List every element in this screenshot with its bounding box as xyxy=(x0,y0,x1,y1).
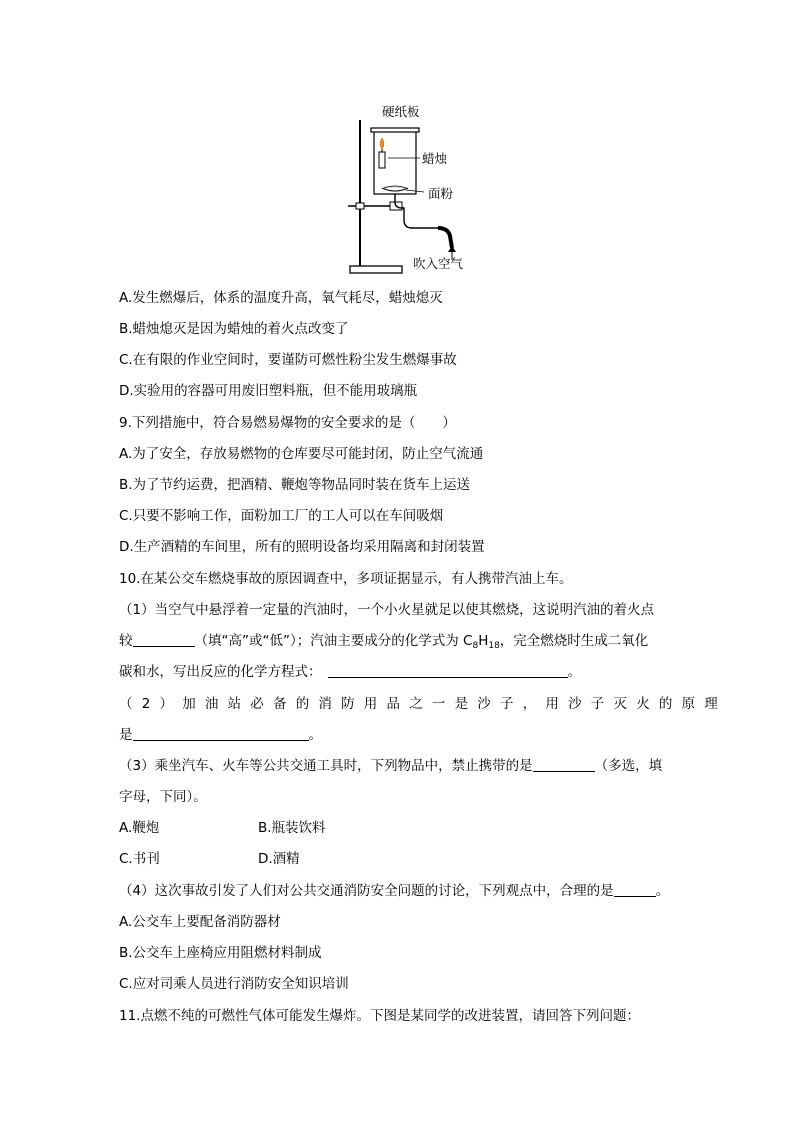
answer-blank-sand[interactable] xyxy=(133,726,309,741)
text: （4）这次事故引发了人们对公共交通消防安全问题的讨论，下列观点中，合理的是 xyxy=(119,883,614,899)
q10-part3-line1 xyxy=(119,756,662,776)
label-flour: 面粉 xyxy=(428,186,454,201)
cardboard-lid xyxy=(371,128,419,132)
q8-option-d: D.实验用的容器可用废旧塑料瓶，但不能用玻璃瓶 xyxy=(119,383,418,399)
q8-option-b: B.蜡烛熄灭是因为蜡烛的着火点改变了 xyxy=(119,321,349,337)
q9-stem: 9.下列措施中，符合易燃易爆物的安全要求的是（ ） xyxy=(119,415,456,431)
flour-dish xyxy=(382,188,408,191)
air-arrow-head xyxy=(448,246,456,252)
text: 。 xyxy=(308,727,322,743)
label-cardboard: 硬纸板 xyxy=(382,104,420,119)
q10-part2-line2 xyxy=(119,725,322,745)
q10-part4-option-a: A.公交车上要配备消防器材 xyxy=(119,914,281,930)
text: 。 xyxy=(655,883,670,899)
text: 是 xyxy=(119,727,133,743)
candle-body xyxy=(379,152,385,168)
q8-option-c: C.在有限的作业空间时，要谨防可燃性粉尘发生燃爆事故 xyxy=(119,352,457,368)
q10-part3-option-a: A.鞭炮 xyxy=(119,820,160,836)
q10-part3-line2: 字母，下同）。 xyxy=(119,789,207,805)
flour-leader xyxy=(406,190,424,192)
label-air: 吹入空气 xyxy=(413,256,464,271)
q10-part3-option-c: C.书刊 xyxy=(119,851,160,867)
q10-part1-line2 xyxy=(119,631,648,651)
q11-stem: 11.点燃不纯的可燃性气体可能发生爆炸。下图是某同学的改进装置，请回答下列问题： xyxy=(119,1008,640,1024)
answer-blank-equation[interactable] xyxy=(328,663,568,678)
q8-option-a: A.发生燃爆后，体系的温度升高，氧气耗尽，蜡烛熄灭 xyxy=(119,290,443,306)
q10-part1-line1: （1）当空气中悬浮着一定量的汽油时，一个小火星就足以使其燃烧，这说明汽油的着火点 xyxy=(119,602,655,618)
q9-option-b: B.为了节约运费，把酒精、鞭炮等物品同时装在货车上运送 xyxy=(119,477,471,493)
subscript: 18 xyxy=(488,641,500,651)
candle-flame xyxy=(380,138,384,149)
rubber-tube xyxy=(438,228,452,248)
answer-blank-opinion[interactable] xyxy=(614,882,656,897)
q10-part3-option-d: D.酒精 xyxy=(258,851,300,867)
flour-pile xyxy=(384,186,406,188)
q10-part4-line1 xyxy=(119,881,669,901)
clamp-boss xyxy=(356,203,364,209)
text: H xyxy=(478,633,489,649)
q9-option-d: D.生产酒精的车间里，所有的照明设备均采用隔离和封闭装置 xyxy=(119,539,485,555)
answer-blank-ignition[interactable] xyxy=(133,632,195,647)
text: ，完全燃烧时生成二氧化 xyxy=(499,633,649,649)
text: （多选，填 xyxy=(594,758,663,774)
q9-option-a: A.为了安全，存放易燃物的仓库要尽可能封闭，防止空气流通 xyxy=(119,446,484,462)
q10-part2-line1: （2）加油站必备的消防用品之一是沙子，用沙子灭火的原理 xyxy=(119,696,727,712)
q9-option-c: C.只要不影响工作，面粉加工厂的工人可以在车间吸烟 xyxy=(119,508,444,524)
q10-part4-option-c: C.应对司乘人员进行消防安全知识培训 xyxy=(119,976,349,992)
q10-part4-option-b: B.公交车上座椅应用阻燃材料制成 xyxy=(119,945,322,961)
text: 。 xyxy=(567,664,581,680)
text: （填“高”或“低”）；汽油主要成分的化学式为 C xyxy=(194,633,473,649)
text: 碳和水，写出反应的化学方程式： xyxy=(119,664,322,680)
answer-blank-forbidden[interactable] xyxy=(533,757,595,772)
q10-part1-line3 xyxy=(119,662,581,682)
text: 较 xyxy=(119,633,133,649)
flour-explosion-apparatus xyxy=(340,102,470,276)
label-candle: 蜡烛 xyxy=(422,151,448,166)
q10-part3-option-b: B.瓶装饮料 xyxy=(258,820,326,836)
subscript: 8 xyxy=(472,641,479,651)
q10-stem: 10.在某公交车燃烧事故的原因调查中，多项证据显示，有人携带汽油上车。 xyxy=(119,571,573,587)
text: （3）乘坐汽车、火车等公共交通工具时，下列物品中，禁止携带的是 xyxy=(119,758,533,774)
stand-base xyxy=(350,266,402,273)
